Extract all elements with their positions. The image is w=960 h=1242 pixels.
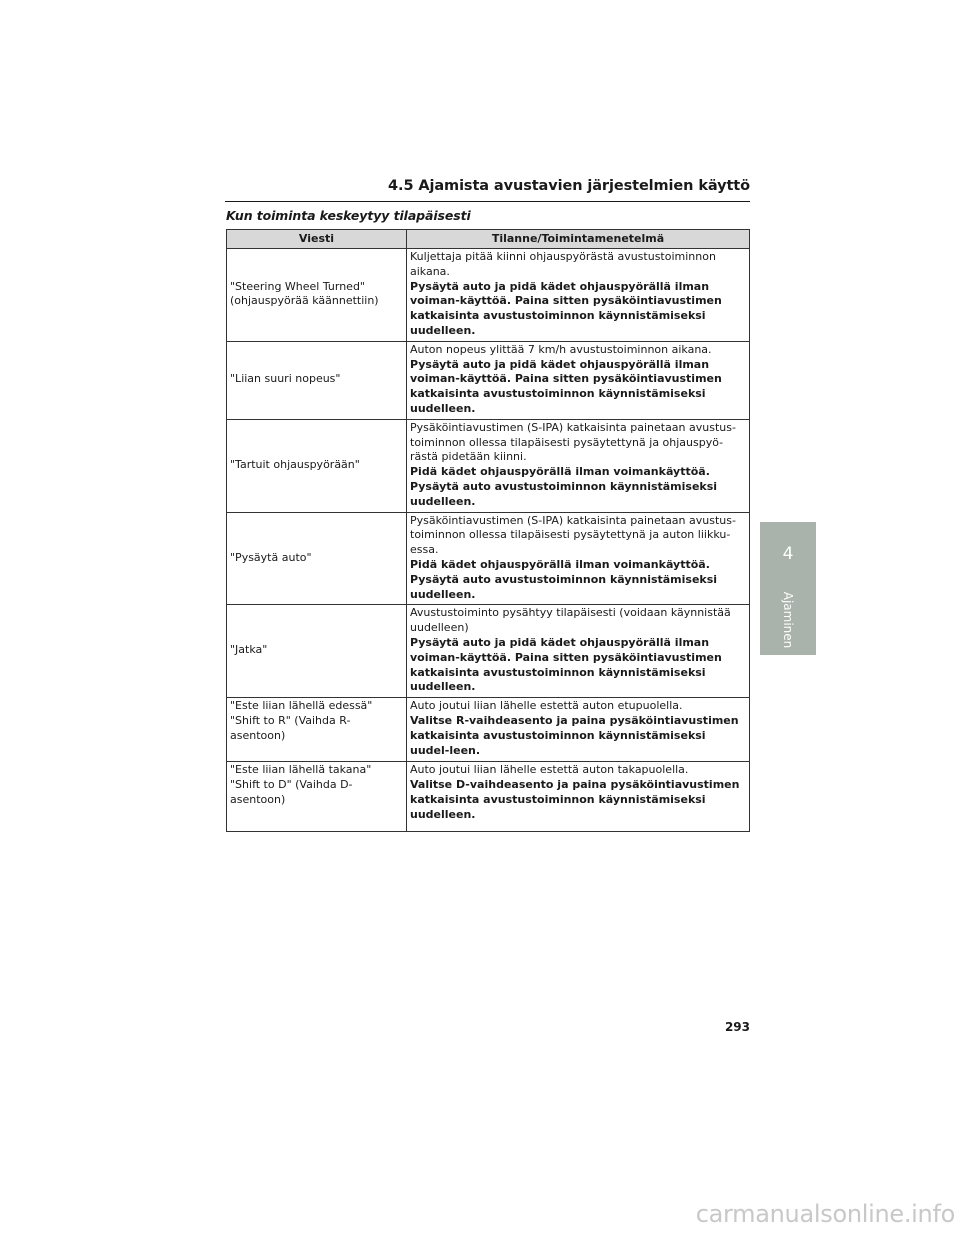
chapter-tab-label-text: Ajaminen xyxy=(781,591,795,649)
table-row xyxy=(227,762,750,832)
chapter-tab-label xyxy=(760,585,816,655)
action-text: Pysäytä auto ja pidä kädet ohjauspyörällä ilman voiman-käyttöä. Paina sitten pysäköintiavustimen katkaisinta avustustoiminnon käynnistämiseksi uudelleen. xyxy=(410,279,722,337)
action-text: Valitse D-vaihdeasento ja paina pysäköintiavustimen katkaisinta avustustoiminnon käynnistämiseksi uudelleen. xyxy=(410,777,740,821)
table-subheading: Kun toiminta keskeytyy tilapäisesti xyxy=(226,208,471,223)
table-row xyxy=(227,605,750,698)
situation-text: Auto joutui liian lähelle estettä auton etupuolella. xyxy=(410,699,683,713)
header-message: Viesti xyxy=(227,230,407,249)
situation-text: Kuljettaja pitää kiinni ohjauspyörästä avustustoiminnon aikana. xyxy=(410,250,716,278)
situation-text: Pysäköintiavustimen (S-IPA) katkaisinta painetaan avustus-toiminnon ollessa tilapäisesti pysäytettynä ja ohjauspyö-rästä pidetään kiinni. xyxy=(410,420,736,464)
situation-text: Auto joutui liian lähelle estettä auton takapuolella. xyxy=(410,763,689,777)
section-header: 4.5 Ajamista avustavien järjestelmien käyttö xyxy=(388,178,750,194)
table-row xyxy=(227,341,750,419)
situation-text: Avustustoiminto pysähtyy tilapäisesti (voidaan käynnistää uudelleen) xyxy=(410,606,731,635)
situation-text: Auton nopeus ylittää 7 km/h avustustoiminnon aikana. xyxy=(410,342,712,356)
situation-cell xyxy=(407,698,750,762)
table-row xyxy=(227,249,750,342)
message-cell: "Liian suuri nopeus" xyxy=(227,341,407,419)
situation-cell xyxy=(407,341,750,419)
situation-cell xyxy=(407,605,750,698)
situation-cell xyxy=(407,419,750,512)
situation-cell xyxy=(407,512,750,605)
situation-cell xyxy=(407,249,750,342)
table-row xyxy=(227,512,750,605)
message-cell: "Pysäytä auto" xyxy=(227,512,407,605)
action-text: Pysäytä auto ja pidä kädet ohjauspyörällä ilman voiman-käyttöä. Paina sitten pysäköintiavustimen katkaisinta avustustoiminnon käynnistämiseksi uudelleen. xyxy=(410,357,722,415)
page-number: 293 xyxy=(724,1020,750,1034)
table-header-row xyxy=(227,230,750,249)
watermark: carmanualsonline.info xyxy=(695,1200,955,1228)
situation-cell xyxy=(407,762,750,832)
message-cell: "Este liian lähellä takana" "Shift to D" (Vaihda D-asentoon) xyxy=(227,762,407,832)
message-cell: "Tartuit ohjauspyörään" xyxy=(227,419,407,512)
header-rule xyxy=(225,201,750,202)
message-cell: "Jatka" xyxy=(227,605,407,698)
table-row xyxy=(227,419,750,512)
message-table xyxy=(226,229,750,832)
message-cell: "Este liian lähellä edessä" "Shift to R" (Vaihda R-asentoon) xyxy=(227,698,407,762)
action-text: Pysäytä auto ja pidä kädet ohjauspyörällä ilman voiman-käyttöä. Paina sitten pysäköintiavustimen katkaisinta avustustoiminnon käynnistämiseksi uudelleen. xyxy=(410,635,722,694)
message-cell: "Steering Wheel Turned" (ohjauspyörää käännettiin) xyxy=(227,249,407,342)
action-text: Pidä kädet ohjauspyörällä ilman voimankäyttöä. Pysäytä auto avustustoiminnon käynnistämiseksi uudelleen. xyxy=(410,465,718,508)
table-row xyxy=(227,698,750,762)
situation-text: Pysäköintiavustimen (S-IPA) katkaisinta painetaan avustus-toiminnon ollessa tilapäisesti pysäytettynä ja auton liikku-essa. xyxy=(410,513,736,557)
chapter-tab-number: 4 xyxy=(760,522,816,585)
action-text: Pidä kädet ohjauspyörällä ilman voimankäyttöä. Pysäytä auto avustustoiminnon käynnistämiseksi uudelleen. xyxy=(410,557,718,601)
action-text: Valitse R-vaihdeasento ja paina pysäköintiavustimen katkaisinta avustustoiminnon käynnistämiseksi uudel-leen. xyxy=(410,713,739,757)
header-situation: Tilanne/Toimintamenetelmä xyxy=(407,230,750,249)
